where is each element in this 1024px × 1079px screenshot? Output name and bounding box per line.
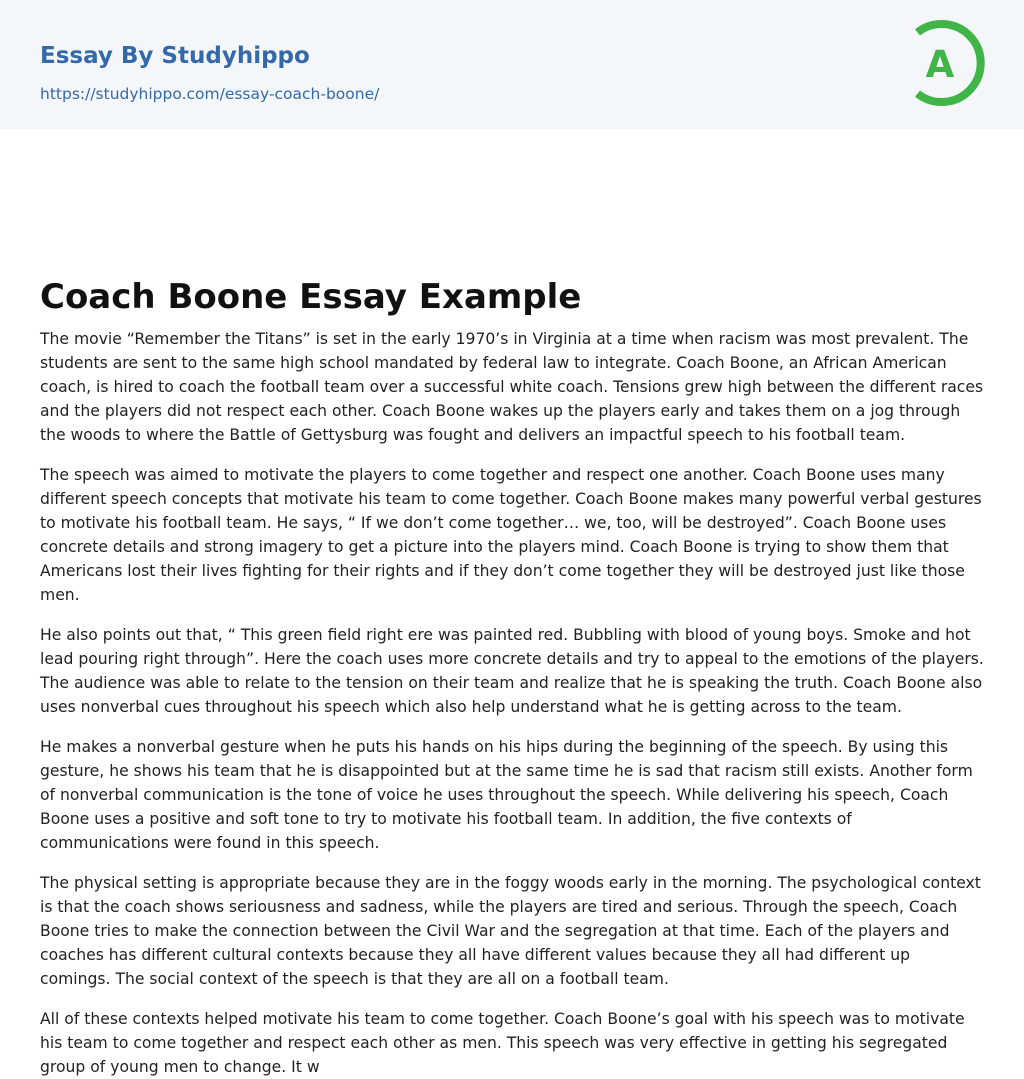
essay-paragraph-5: The physical setting is appropriate because they are in the foggy woods early in the morning. The psychological context is that the coach shows seriousness and sadness, while the players are tired and serious. Through the speech, Coach Boone tries to make the connection between the Civil War and the segregation at that time. Each of the players and coaches has different cultural contexts because they all have different values because they all had different up comings. The social context of the speech is that they are all on a football team. bbox=[40, 874, 981, 988]
site-title[interactable]: Essay By Studyhippo bbox=[40, 43, 310, 69]
essay-paragraph-4: He makes a nonverbal gesture when he puts his hands on his hips during the beginning of the speech. By using this gesture, he shows his team that he is disappointed but at the same time he is sad that racism still exists. Another form of nonverbal communication is the tone of voice he uses throughout the speech. While delivering his speech, Coach Boone uses a positive and soft tone to try to motivate his football team. In addition, the five contexts of communications were found in this speech. bbox=[40, 738, 973, 852]
essay-paragraph-6: All of these contexts helped motivate his team to come together. Coach Boone’s goal with his speech was to motivate his team to come together and respect each other as men. This speech was very effective in getting his segregated group of young men to change. It w bbox=[40, 1010, 965, 1076]
article-url-link[interactable]: https://studyhippo.com/essay-coach-boone/ bbox=[40, 85, 380, 103]
article-content bbox=[0, 129, 1024, 1079]
essay-paragraph-1: The movie “Remember the Titans” is set in the early 1970’s in Virginia at a time when racism was most prevalent. The students are sent to the same high school mandated by federal law to integrate. Coach Boone, an African American coach, is hired to coach the football team over a successful white coach. Tensions grew high between the different races and the players did not respect each other. Coach Boone wakes up the players early and takes them on a jog through the woods to where the Battle of Gettysburg was fought and delivers an impactful speech to his football team. bbox=[40, 330, 984, 444]
logo-letter: A bbox=[925, 43, 955, 86]
site-header bbox=[0, 0, 1024, 129]
essay-paragraph-3: He also points out that, “ This green field right ere was painted red. Bubbling with blood of young boys. Smoke and hot lead pouring right through”. Here the coach uses more concrete details and try to appeal to the emotions of the players. The audience was able to relate to the tension on their team and realize that he is speaking the truth. Coach Boone also uses nonverbal cues throughout his speech which also help understand what he is getting across to the team. bbox=[40, 626, 984, 716]
page-title: Coach Boone Essay Example bbox=[40, 277, 582, 317]
studyhippo-logo-icon[interactable] bbox=[898, 20, 986, 106]
essay-body bbox=[40, 327, 984, 1079]
essay-paragraph-2: The speech was aimed to motivate the players to come together and respect one another. Coach Boone uses many different speech concepts that motivate his team to come together. Coach Boone makes many powerful verbal gestures to motivate his football team. He says, “ If we don’t come together… we, too, will be destroyed”. Coach Boone uses concrete details and strong imagery to get a picture into the players mind. Coach Boone is trying to show them that Americans lost their lives fighting for their rights and if they don’t come together they will be destroyed just like those men. bbox=[40, 466, 982, 604]
